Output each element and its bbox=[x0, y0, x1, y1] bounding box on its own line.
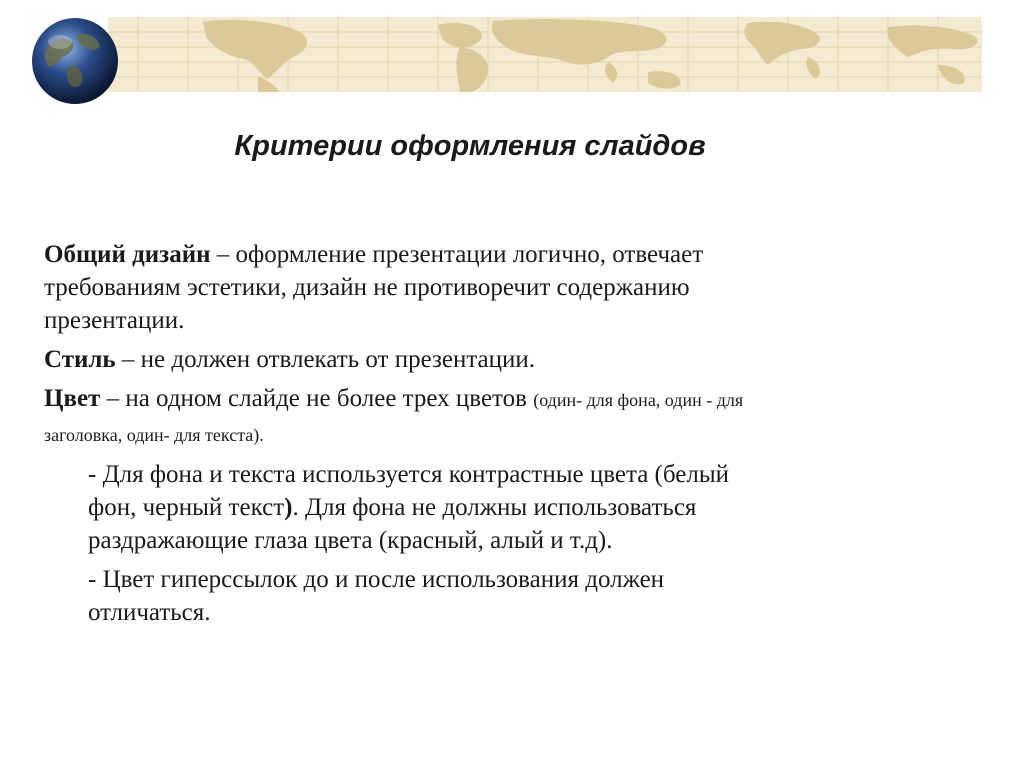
paragraph-color bbox=[44, 382, 764, 452]
paragraph-links bbox=[44, 563, 764, 629]
term-design: Общий дизайн bbox=[44, 241, 211, 268]
text-style: – не должен отвлекать от презентации. bbox=[115, 346, 536, 373]
globe-icon bbox=[30, 16, 120, 106]
note-color: (один- для фона, один - для заголовка, один- для текста). bbox=[44, 390, 744, 445]
paragraph-contrast bbox=[44, 458, 764, 557]
text-contrast-paren: ) bbox=[284, 494, 293, 521]
world-map-banner bbox=[108, 17, 982, 92]
paragraph-style bbox=[44, 343, 764, 376]
world-map-graphic bbox=[108, 17, 982, 92]
slide-body bbox=[44, 238, 764, 635]
text-color: – на одном слайде не более трех цветов bbox=[100, 385, 534, 412]
text-contrast-after: . Для фона не должны использоваться раздражающие глаза цвета (красный, алый и т.д). bbox=[88, 494, 697, 554]
text-contrast-before: - Для фона и текста используется контрастные цвета (белый фон, черный текст bbox=[88, 461, 730, 521]
text-links: - Цвет гиперссылок до и после использования должен отличаться. bbox=[88, 566, 665, 626]
term-color: Цвет bbox=[44, 385, 101, 412]
text-design: – оформление презентации логично, отвечает требованиям эстетики, дизайн не противоречит содержанию презентации. bbox=[44, 241, 704, 334]
slide-title: Критерии оформления слайдов bbox=[234, 130, 706, 162]
paragraph-design bbox=[44, 238, 764, 337]
term-style: Стиль bbox=[44, 346, 116, 373]
